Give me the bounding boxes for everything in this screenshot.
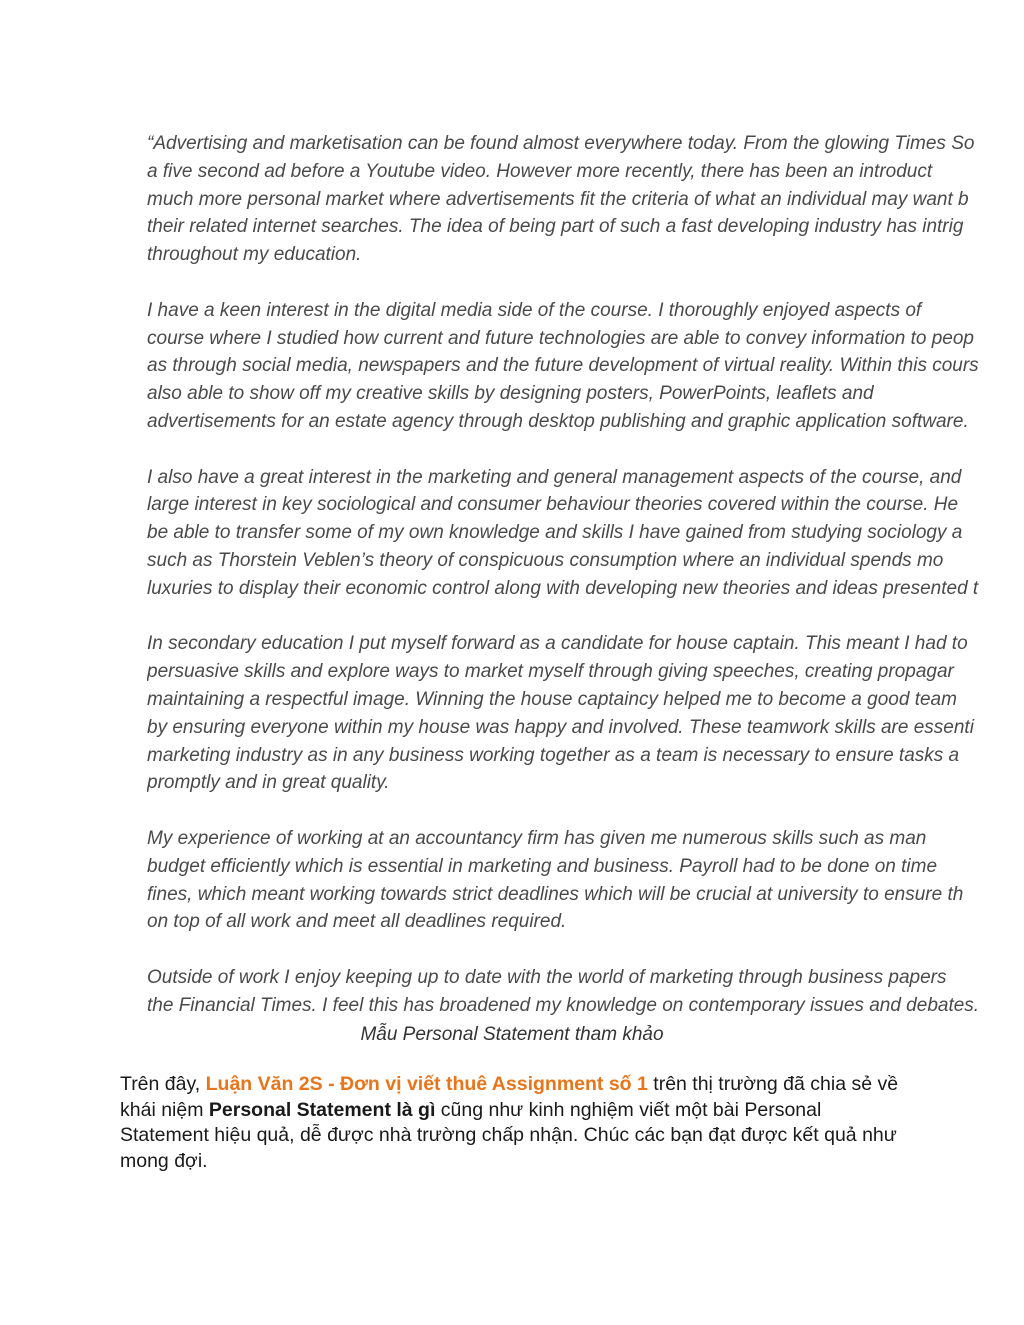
service-link[interactable]: Luận Văn 2S - Đơn vị viết thuê Assignment số 1 [205,1073,648,1095]
statement-paragraph [147,297,1024,436]
statement-paragraph [147,630,1024,797]
statement-line: fines, which meant working towards strict deadlines which will be crucial at university to ensure th [147,883,964,905]
statement-line: as through social media, newspapers and the future development of virtual reality. Within this cours [147,355,979,377]
statement-line: course where I studied how current and future technologies are able to convey information to peop [147,327,975,349]
statement-line: budget efficiently which is essential in marketing and business. Payroll had to be done on time [147,855,938,877]
conclusion-end: cũng như kinh nghiệm viết một bài Personal Statement hiệu quả, dễ được nhà trường chấp nhận. Chúc các bạn đạt được kết quả như mong đợi. [120,1098,897,1172]
statement-line: maintaining a respectful image. Winning the house captaincy helped me to become a good team [147,688,957,710]
statement-line: also able to show off my creative skills by designing posters, PowerPoints, leaflets and [147,383,874,405]
conclusion-intro: Trên đây, [120,1073,206,1095]
statement-line: I also have a great interest in the marketing and general management aspects of the course, and [147,466,962,488]
conclusion-middle: trên thị trường đã chia sẻ về khái niệm [120,1073,899,1121]
statement-line: luxuries to display their economic control along with developing new theories and ideas presented t [147,577,979,599]
statement-line: persuasive skills and explore ways to market myself through giving speeches, creating propagar [147,661,954,683]
statement-line: a five second ad before a Youtube video. However more recently, there has been an introduct [147,160,933,182]
image-caption [0,1024,1024,1046]
statement-line: large interest in key sociological and consumer behaviour theories covered within the course. He [147,494,959,516]
statement-line: on top of all work and meet all deadlines required. [147,911,567,933]
statement-line: much more personal market where advertisements fit the criteria of what an individual may want b [147,188,969,210]
statement-paragraph [147,825,1024,936]
statement-line: Outside of work I enjoy keeping up to date with the world of marketing through business papers [147,966,947,988]
statement-line: marketing industry as in any business working together as a team is necessary to ensure tasks a [147,744,960,766]
statement-line: such as Thorstein Veblen’s theory of conspicuous consumption where an individual spends mo [147,549,944,571]
statement-line: My experience of working at an accountancy firm has given me numerous skills such as man [147,827,927,849]
statement-line: by ensuring everyone within my house was happy and involved. These teamwork skills are essenti [147,716,974,738]
statement-paragraph [147,464,1024,603]
statement-paragraph [147,130,1024,269]
statement-line: I have a keen interest in the digital media side of the course. I thoroughly enjoyed aspects of [147,299,922,321]
statement-line: advertisements for an estate agency through desktop publishing and graphic application software. [147,410,969,432]
conclusion-paragraph [120,1072,910,1174]
personal-statement-sample-image [147,130,1024,1020]
statement-line: In secondary education I put myself forward as a candidate for house captain. This meant I had to [147,633,968,655]
statement-line: promptly and in great quality. [147,772,390,794]
statement-paragraph [147,964,1024,1020]
caption-text: Mẫu Personal Statement tham khảo [360,1024,664,1045]
statement-line: be able to transfer some of my own knowledge and skills I have gained from studying sociology a [147,522,963,544]
statement-line: “Advertising and marketisation can be found almost everywhere today. From the glowing Times So [147,133,975,154]
statement-line: their related internet searches. The idea of being part of such a fast developing industry has intrig [147,216,964,238]
conclusion-bold-term: Personal Statement là gì [208,1098,436,1121]
statement-line: the Financial Times. I feel this has broadened my knowledge on contemporary issues and debates. [147,994,980,1016]
statement-line: throughout my education. [147,244,362,266]
